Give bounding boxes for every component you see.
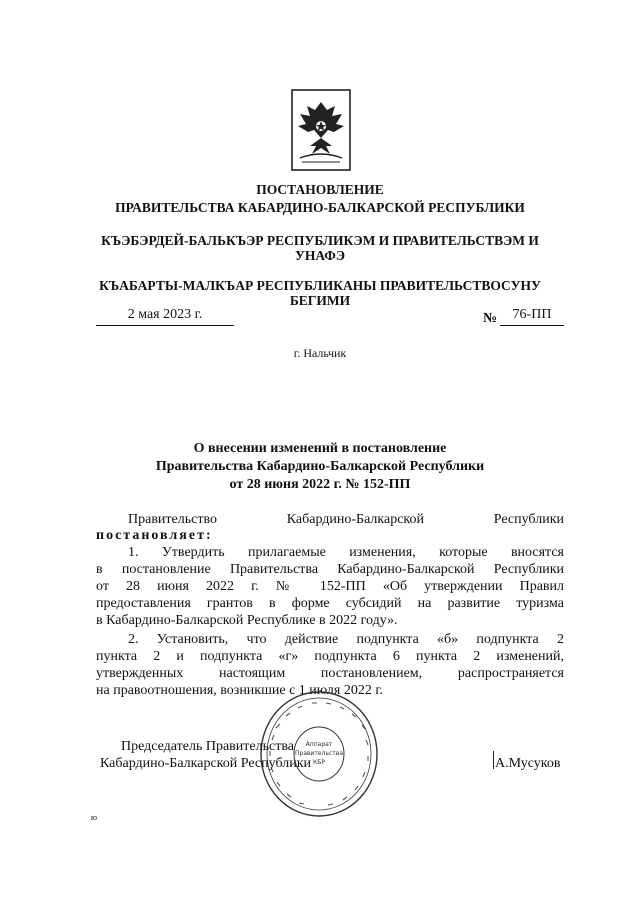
coat-of-arms-icon — [290, 88, 352, 172]
subject-line1: О внесении изменений в постановление — [193, 441, 447, 456]
government-name-kbd-line1: КЪЭБЭРДЕЙ-БАЛЬКЪЭР РЕСПУБЛИКЭМ И ПРАВИТЕЛЬСТВЭМ И — [101, 233, 539, 248]
government-name-kbd-line2: УНАФЭ — [294, 248, 346, 263]
paragraph-1-line-2: в постановление Правительства Кабардино-Балкарской Республики — [96, 562, 564, 577]
footer-mark: ю — [91, 813, 97, 822]
city: г. Нальчик — [293, 346, 347, 360]
signatory-title-line2: Кабардино-Балкарской Республики — [100, 756, 311, 771]
document-number: 76-ПП — [512, 307, 552, 322]
document-date-field — [96, 306, 234, 326]
decree-word: постановляет: — [96, 528, 213, 543]
government-name-krc-line2: БЕГИМИ — [289, 293, 351, 308]
paragraph-1-line-5: в Кабардино-Балкарской Республике в 2022 году». — [96, 613, 398, 628]
paragraph-2-line-3: утвержденных настоящим постановлением, распространяется — [96, 666, 564, 681]
paragraph-1-line-3: от 28 июня 2022 г. № 152-ПП «Об утверждении Правил — [96, 579, 564, 594]
signatory-name: А.Мусуков — [495, 756, 561, 771]
seal-text-line1: Аппарат — [305, 741, 333, 748]
document-date: 2 мая 2023 г. — [127, 307, 203, 322]
intro-word-3: Республики — [493, 512, 564, 527]
paragraph-2-line-2: пункта 2 и подпункта «г» подпункта 6 пункта 2 изменений, — [96, 649, 564, 664]
paragraph-2-line-1: 2. Установить, что действие подпункта «б» подпункта 2 — [128, 632, 564, 647]
seal-text-line3: КБР — [313, 759, 325, 766]
intro-word-1: Правительство — [128, 512, 217, 527]
subject-line2: Правительства Кабардино-Балкарской Республики — [155, 459, 485, 474]
intro-word-2: Кабардино-Балкарской — [286, 512, 424, 527]
paragraph-1-line-4: предоставления грантов в форме субсидий на развитие туризма — [96, 596, 564, 611]
government-name-krc-line1: КЪАБАРТЫ-МАЛКЪАР РЕСПУБЛИКАНЫ ПРАВИТЕЛЬСТВОСУНУ — [99, 278, 541, 293]
signature-mark — [493, 751, 494, 769]
paragraph-1-line-1: 1. Утвердить прилагаемые изменения, которые вносятся — [128, 545, 564, 560]
document-number-field — [500, 306, 564, 326]
seal-text-line2: Правительства — [295, 750, 343, 757]
number-sign: № — [483, 311, 498, 326]
government-name-ru: ПРАВИТЕЛЬСТВА КАБАРДИНО-БАЛКАРСКОЙ РЕСПУБЛИКИ — [115, 200, 525, 215]
paragraph-2-line-4: на правоотношения, возникшие с 1 июля 2022 г. — [96, 683, 383, 698]
intro-line — [96, 511, 564, 528]
subject-line3: от 28 июня 2022 г. № 152-ПП — [229, 477, 411, 492]
document-title: ПОСТАНОВЛЕНИЕ — [256, 182, 384, 197]
signatory-title-line1: Председатель Правительства — [121, 739, 294, 754]
